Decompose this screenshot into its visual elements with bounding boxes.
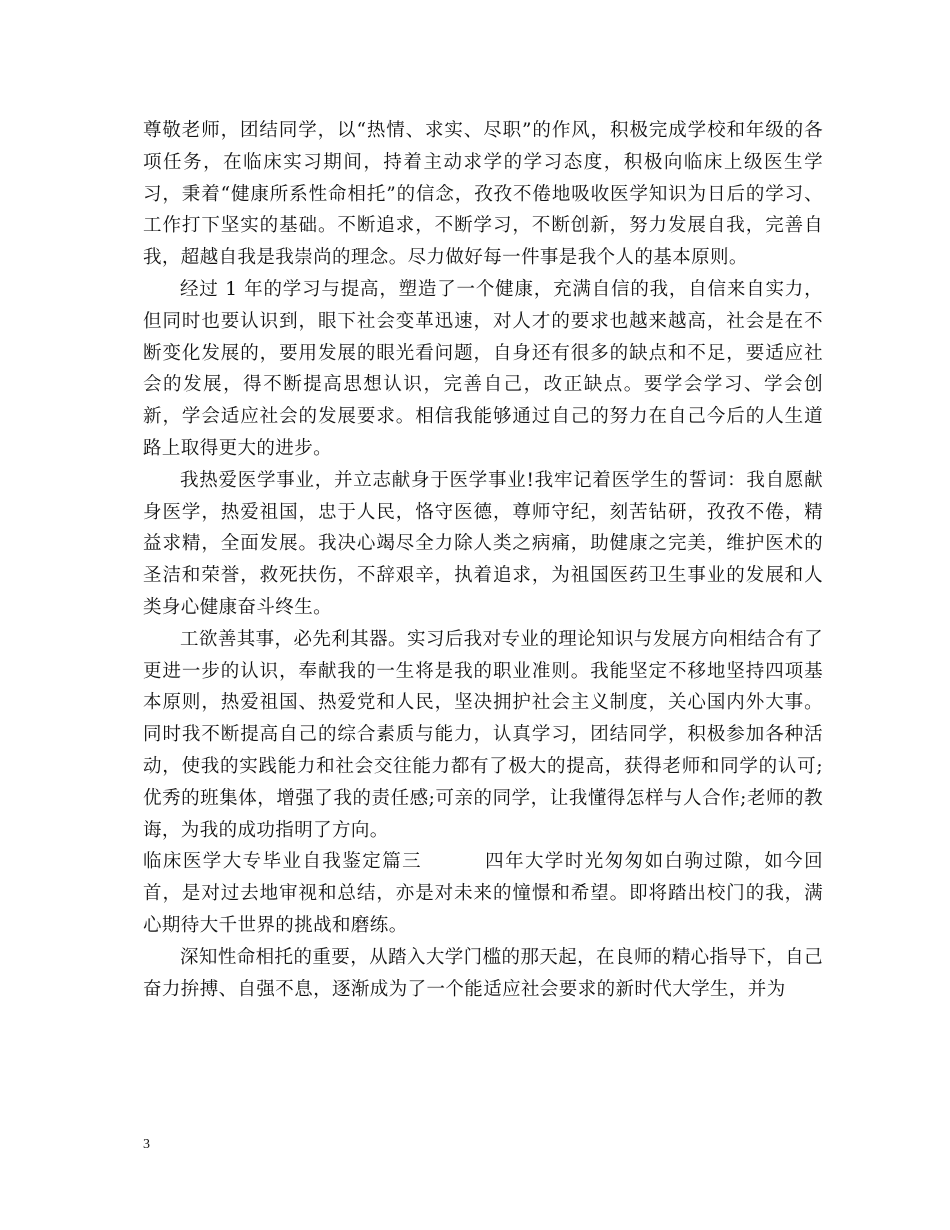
section-heading-text: 四年大学时光匆匆如白驹过隙，如今回首，是对过去地审视和总结，亦是对未来的憧憬和希望。即将踏出校门的我，满心期待大千世界的挑战和磨练。 [143,851,823,936]
paragraph-3: 我热爱医学事业，并立志献身于医学事业!我牢记着医学生的誓词：我自愿献身医学，热爱祖国，忠于人民，恪守医德，尊师守纪，刻苦钻研，孜孜不倦，精益求精，全面发展。我决心竭尽全力除人类之病痛，助健康之完美，维护医术的圣洁和荣誉，救死扶伤，不辞艰辛，执着追求，为祖国医药卫生事业的发展和人类身心健康奋斗终生。 [143,469,823,618]
section-heading: 临床医学大专毕业自我鉴定篇三 [143,851,423,873]
section-paragraph [143,846,823,941]
document-body [143,115,823,1005]
paragraph-2: 经过 1 年的学习与提高，塑造了一个健康，充满自信的我，自信来自实力，但同时也要认识到，眼下社会变革迅速，对人才的要求也越来越高，社会是在不断变化发展的，要用发展的眼光看问题，自身还有很多的缺点和不足，要适应社会的发展，得不断提高思想认识，完善自己，改正缺点。要学会学习、学会创新，学会适应社会的发展要求。相信我能够通过自己的努力在自己今后的人生道路上取得更大的进步。 [143,278,823,459]
paragraph-4: 工欲善其事，必先利其器。实习后我对专业的理论知识与发展方向相结合有了更进一步的认识，奉献我的一生将是我的职业准则。我能坚定不移地坚持四项基本原则，热爱祖国、热爱党和人民，坚决拥护社会主义制度，关心国内外大事。同时我不断提高自己的综合素质与能力，认真学习，团结同学，积极参加各种活动，使我的实践能力和社会交往能力都有了极大的提高，获得老师和同学的认可;优秀的班集体，增强了我的责任感;可亲的同学，让我懂得怎样与人合作;老师的教诲，为我的成功指明了方向。 [143,628,823,841]
page-number: 3 [143,1137,150,1152]
paragraph-1: 尊敬老师，团结同学，以“热情、求实、尽职”的作风，积极完成学校和年级的各项任务，在临床实习期间，持着主动求学的学习态度，积极向临床上级医生学习，秉着“健康所系性命相托”的信念，孜孜不倦地吸收医学知识为日后的学习、工作打下坚实的基础。不断追求，不断学习，不断创新，努力发展自我，完善自我，超越自我是我崇尚的理念。尽力做好每一件事是我个人的基本原则。 [143,120,823,269]
paragraph-final: 深知性命相托的重要，从踏入大学门槛的那天起，在良师的精心指导下，自己奋力拚搏、自强不息，逐渐成为了一个能适应社会要求的新时代大学生，并为 [143,946,823,1000]
